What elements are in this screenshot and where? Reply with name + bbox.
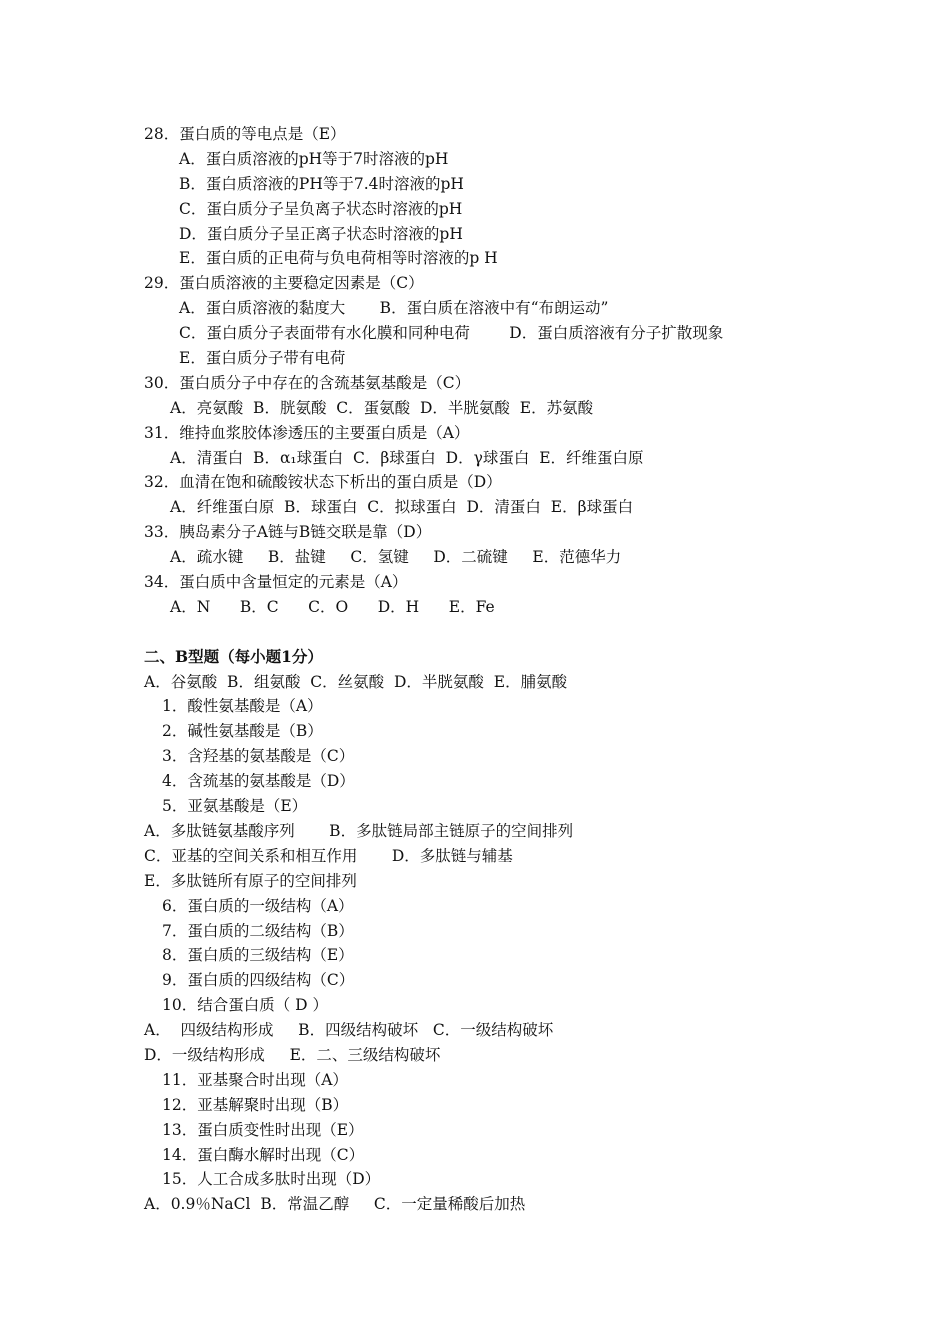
answer-options: D．一级结构形成 E．二、三级结构破坏 bbox=[144, 1045, 441, 1064]
answer-options: D．蛋白质分子呈正离子状态时溶液的pH bbox=[179, 224, 463, 243]
matching-item: 15．人工合成多肽时出现（D） bbox=[162, 1170, 381, 1189]
answer-options: A．蛋白质溶液的pH等于7时溶液的pH bbox=[179, 149, 449, 168]
answer-options: C．蛋白质分子呈负离子状态时溶液的pH bbox=[179, 199, 463, 218]
answer-options: B．蛋白质溶液的PH等于7.4时溶液的pH bbox=[179, 174, 464, 193]
answer-options: C．亚基的空间关系和相互作用 D．多肽链与辅基 bbox=[144, 846, 513, 865]
blank-line bbox=[144, 620, 864, 645]
answer-options: A．谷氨酸 B．组氨酸 C．丝氨酸 D．半胱氨酸 E．脯氨酸 bbox=[144, 672, 568, 691]
matching-item: 10．结合蛋白质（ D ） bbox=[162, 996, 329, 1015]
question-stem: 31．维持血浆胶体渗透压的主要蛋白质是（A） bbox=[144, 423, 470, 442]
question-stem: 30．蛋白质分子中存在的含巯基氨基酸是（C） bbox=[144, 373, 471, 392]
answer-options: C．蛋白质分子表面带有水化膜和同种电荷 D．蛋白质溶液有分子扩散现象 bbox=[179, 324, 724, 343]
matching-item: 12．亚基解聚时出现（B） bbox=[162, 1095, 349, 1114]
matching-item: 7．蛋白质的二级结构（B） bbox=[162, 921, 354, 940]
matching-item: 8．蛋白质的三级结构（E） bbox=[162, 946, 354, 965]
document-body bbox=[144, 122, 864, 1217]
question-stem: 29．蛋白质溶液的主要稳定因素是（C） bbox=[144, 274, 424, 293]
answer-options: A．0.9％NaCl B．常温乙醇 C．一定量稀酸后加热 bbox=[144, 1195, 526, 1214]
answer-options: A． 四级结构形成 B．四级结构破坏 C．一级结构破坏 bbox=[144, 1021, 554, 1040]
answer-options: E．多肽链所有原子的空间排列 bbox=[144, 871, 357, 890]
answer-options: A．纤维蛋白原 B．球蛋白 C．拟球蛋白 D．清蛋白 E．β球蛋白 bbox=[170, 498, 634, 517]
answer-options: A．亮氨酸 B．胱氨酸 C．蛋氨酸 D．半胱氨酸 E．苏氨酸 bbox=[170, 398, 594, 417]
matching-item: 3．含羟基的氨基酸是（C） bbox=[162, 747, 355, 766]
answer-options: E．蛋白质分子带有电荷 bbox=[179, 349, 346, 368]
answer-options: A．清蛋白 B．α₁球蛋白 C．β球蛋白 D．γ球蛋白 E．纤维蛋白原 bbox=[170, 448, 644, 467]
question-stem: 32．血清在饱和硫酸铵状态下析出的蛋白质是（D） bbox=[144, 473, 502, 492]
question-stem: 34．蛋白质中含量恒定的元素是（A） bbox=[144, 573, 408, 592]
matching-item: 13．蛋白质变性时出现（E） bbox=[162, 1120, 364, 1139]
matching-item: 2．碱性氨基酸是（B） bbox=[162, 722, 323, 741]
matching-item: 11．亚基聚合时出现（A） bbox=[162, 1070, 348, 1089]
matching-item: 5．亚氨基酸是（E） bbox=[162, 797, 308, 816]
question-stem: 33．胰岛素分子A链与B链交联是靠（D） bbox=[144, 523, 432, 542]
section-heading: 二、B型题（每小题1分） bbox=[144, 646, 323, 666]
answer-options: E．蛋白质的正电荷与负电荷相等时溶液的p H bbox=[179, 249, 498, 268]
answer-options: A．蛋白质溶液的黏度大 B．蛋白质在溶液中有“布朗运动” bbox=[179, 299, 609, 318]
answer-options: A．N B．C C．O D．H E．Fe bbox=[170, 597, 495, 616]
matching-item: 6．蛋白质的一级结构（A） bbox=[162, 896, 354, 915]
matching-item: 1．酸性氨基酸是（A） bbox=[162, 697, 323, 716]
matching-item: 9．蛋白质的四级结构（C） bbox=[162, 971, 355, 990]
matching-item: 4．含巯基的氨基酸是（D） bbox=[162, 772, 355, 791]
matching-item: 14．蛋白酶水解时出现（C） bbox=[162, 1145, 365, 1164]
answer-options: A．多肽链氨基酸序列 B．多肽链局部主链原子的空间排列 bbox=[144, 821, 574, 840]
answer-options: A．疏水键 B．盐键 C．氢键 D．二硫键 E．范德华力 bbox=[170, 548, 622, 567]
question-stem: 28．蛋白质的等电点是（E） bbox=[144, 125, 346, 143]
